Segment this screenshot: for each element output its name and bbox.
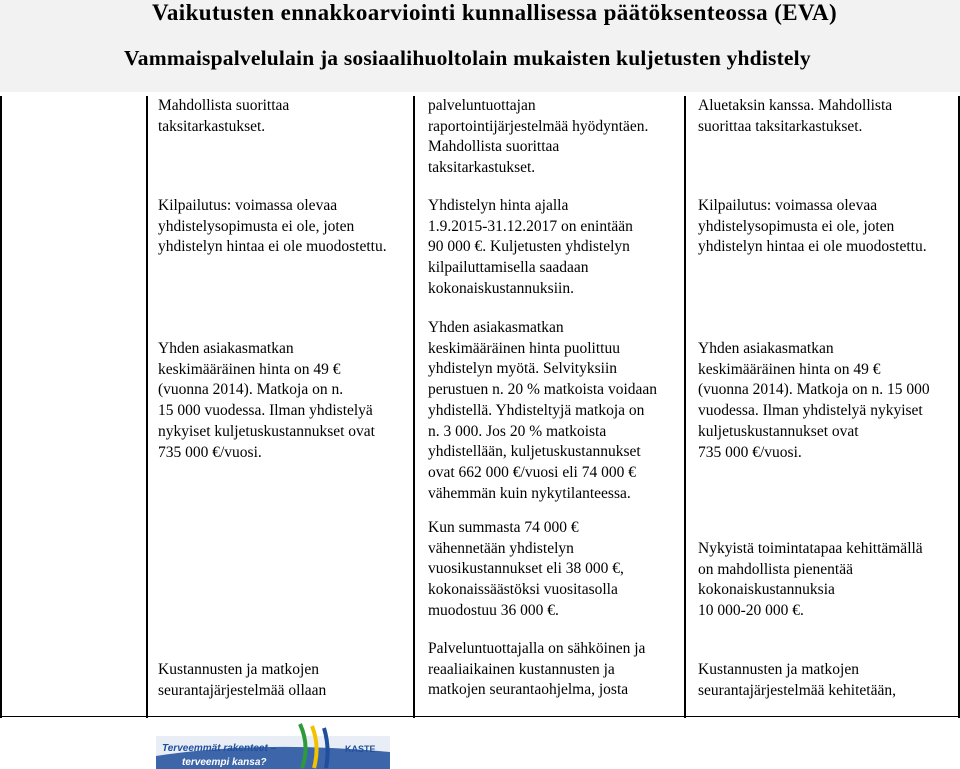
cell-line: Mahdollista suorittaa [158, 97, 290, 114]
cell-line: vähennetään yhdistelyn [428, 539, 574, 557]
cell-line: ovat 662 000 €/vuosi eli 74 000 € [428, 463, 636, 481]
cell-line: yhdistellä. Yhdisteltyjä matkoja on [428, 401, 645, 419]
col3-cell [698, 339, 960, 463]
cell-line: perustuen n. 20 % matkoista voidaan [428, 381, 658, 399]
cell-line: on mahdollista pienentää [698, 560, 853, 578]
cell-line: kokonaiskustannuksia [698, 581, 835, 599]
cell-line: Kustannusten ja matkojen [698, 661, 859, 678]
cell-line: (vuonna 2014). Matkoja on n. [158, 381, 344, 399]
title-banner [0, 0, 960, 92]
logo-text-bottom: terveempi kansa? [182, 757, 267, 768]
cell-line: taksitarkastukset. [158, 117, 266, 135]
cell-line: suorittaa taksitarkastukset. [698, 117, 863, 135]
column-divider [413, 96, 415, 718]
col3-cell [698, 660, 960, 701]
cell-line: palveluntuottajan [428, 97, 536, 114]
cell-line: Nykyistä toimintatapaa kehittämällä [698, 540, 923, 557]
cell-line: seurantajärjestelmää ollaan [158, 681, 327, 699]
cell-line: kilpailuttamisella saadaan [428, 259, 589, 277]
cell-line: n. 3 000. Jos 20 % matkoista [428, 422, 607, 440]
cell-line: 1.9.2015-31.12.2017 on enintään [428, 217, 633, 235]
cell-line: yhdistelysopimusta ei ole, joten [698, 217, 895, 235]
cell-line: (vuonna 2014). Matkoja on n. 15 000 [698, 381, 930, 399]
cell-line: vuodessa. Ilman yhdistelyä nykyiset [698, 402, 923, 420]
col2-cell [428, 318, 690, 504]
cell-line: Kustannusten ja matkojen [158, 661, 319, 678]
page-title: Vaikutusten ennakkoarviointi kunnallisessa päätöksenteossa (EVA) [152, 0, 838, 25]
col1-cell [158, 660, 408, 701]
kaste-logo-graphic [140, 722, 390, 769]
col1-cell [158, 196, 408, 258]
logo-badge: KASTE [345, 744, 376, 754]
cell-line: yhdistelyn hintaa ei ole muodostettu. [698, 238, 927, 256]
col1-cell [158, 96, 408, 137]
cell-line: Kilpailutus: voimassa olevaa [698, 197, 878, 214]
cell-line: Yhden asiakasmatkan [158, 340, 294, 357]
cell-line: 735 000 €/vuosi. [158, 443, 262, 461]
cell-line: Yhden asiakasmatkan [428, 319, 564, 336]
cell-line: keskimääräinen hinta on 49 € [158, 360, 341, 378]
cell-line: raportointijärjestelmää hyödyntäen. [428, 117, 649, 135]
col3-cell [698, 96, 960, 137]
cell-line: matkojen seurantaohjelma, josta [428, 681, 629, 699]
cell-line: Kun summasta 74 000 € [428, 519, 579, 536]
cell-line: seurantajärjestelmää kehitetään, [698, 681, 896, 699]
cell-line: 10 000-20 000 €. [698, 602, 804, 620]
cell-line: keskimääräinen hinta on 49 € [698, 360, 881, 378]
cell-line: Yhdistelyn hinta ajalla [428, 197, 569, 214]
cell-line: reaaliaikainen kustannusten ja [428, 660, 615, 678]
cell-line: keskimääräinen hinta puolittuu [428, 339, 620, 357]
table-border-left [0, 96, 2, 718]
cell-line: muodostuu 36 000 €. [428, 601, 559, 619]
cell-line: Mahdollista suorittaa [428, 138, 560, 156]
column-divider [146, 96, 148, 718]
col3-cell [698, 539, 960, 622]
comparison-table [0, 96, 960, 718]
cell-line: vuosikustannukset eli 38 000 €, [428, 560, 624, 578]
col2-cell [428, 96, 690, 179]
col2-cell [428, 518, 690, 622]
cell-line: yhdistelysopimusta ei ole, joten [158, 217, 355, 235]
cell-line: Palveluntuottajalla on sähköinen ja [428, 640, 646, 657]
cell-line: Aluetaksin kanssa. Mahdollista [698, 97, 893, 114]
cell-line: yhdistelyn myötä. Selvityksiin [428, 360, 618, 378]
col3-cell [698, 196, 960, 258]
cell-line: kokonaiskustannuksiin. [428, 279, 574, 297]
col1-cell [158, 339, 408, 463]
logo-text-top: Terveemmät rakenteet – [162, 743, 277, 754]
cell-line: Yhden asiakasmatkan [698, 340, 834, 357]
cell-line: kokonaissäästöksi vuositasolla [428, 581, 618, 599]
col2-cell [428, 196, 690, 300]
cell-line: vähemmän kuin nykytilanteessa. [428, 484, 631, 502]
col2-cell [428, 639, 690, 701]
page-subtitle: Vammaispalvelulain ja sosiaalihuoltolain mukaisten kuljetusten yhdistely [124, 46, 811, 70]
cell-line: 90 000 €. Kuljetusten yhdistelyn [428, 238, 630, 256]
cell-line: nykyiset kuljetuskustannukset ovat [158, 422, 375, 440]
cell-line: yhdistelyn hintaa ei ole muodostettu. [158, 238, 387, 256]
cell-line: 735 000 €/vuosi. [698, 443, 802, 461]
kaste-logo [140, 722, 390, 769]
cell-line: yhdistellään, kuljetuskustannukset [428, 443, 641, 461]
cell-line: Kilpailutus: voimassa olevaa [158, 197, 338, 214]
cell-line: taksitarkastukset. [428, 159, 536, 177]
cell-line: 15 000 vuodessa. Ilman yhdistelyä [158, 402, 373, 420]
table-border-bottom [0, 716, 960, 717]
cell-line: kuljetuskustannukset ovat [698, 422, 859, 440]
